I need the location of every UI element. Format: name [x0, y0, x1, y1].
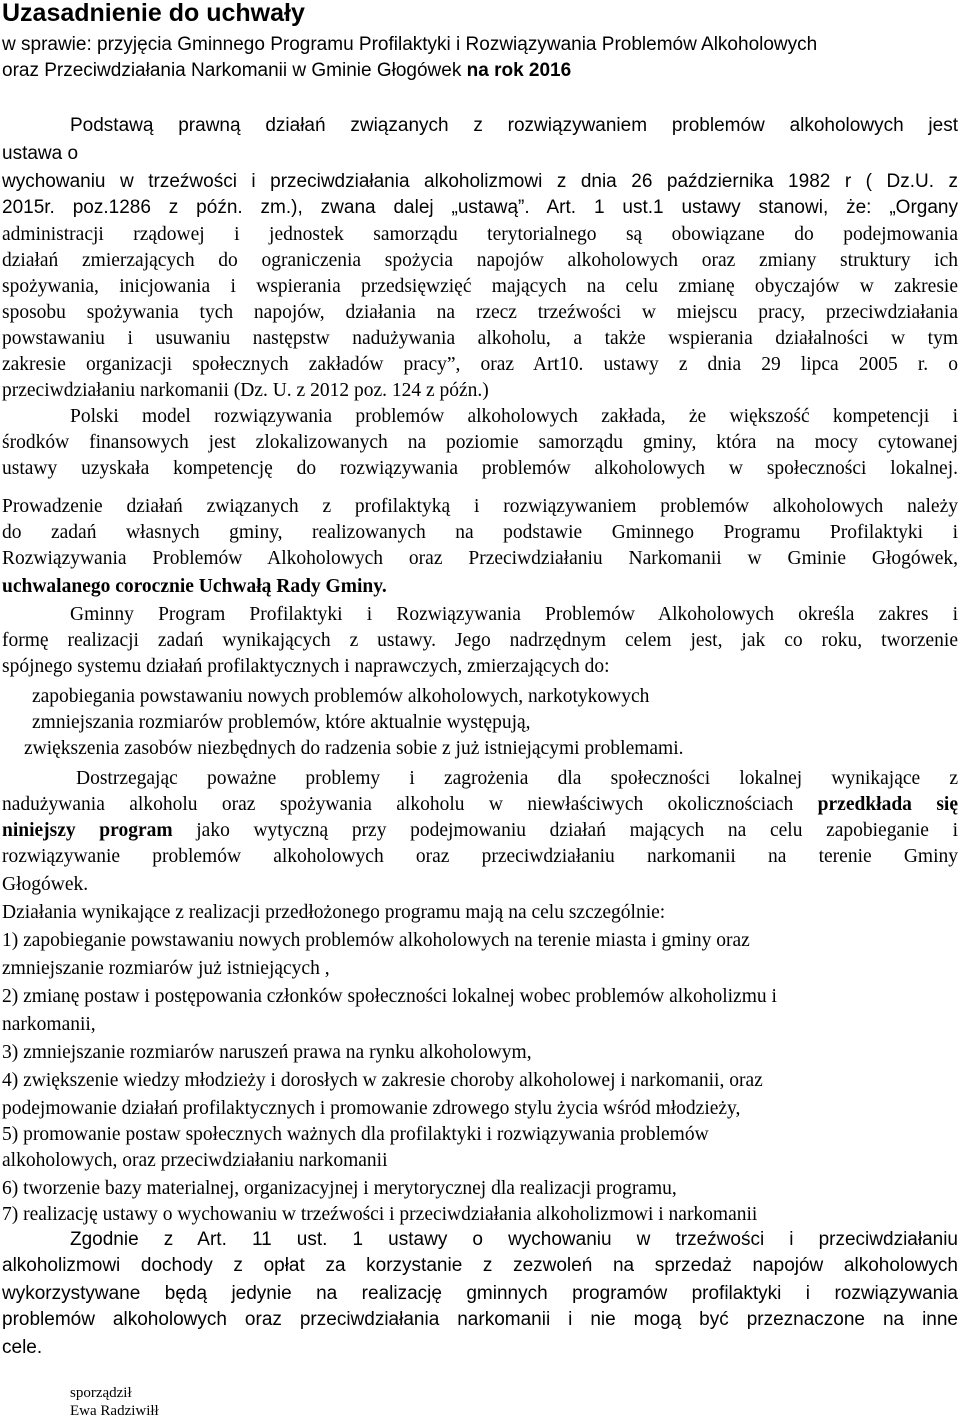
text-line: przeciwdziałaniu narkomanii (Dz. U. z 2012 poz. 124 z późn.) — [2, 380, 489, 401]
text-line: administracji rządowej i jednostek samorządu terytorialnego są obowiązane do podejmowania — [2, 224, 958, 245]
list-item: alkoholowych, oraz przeciwdziałaniu narkomanii — [2, 1150, 388, 1171]
text-line: rozwiązywanie problemów alkoholowych oraz przeciwdziałaniu narkomanii na terenie Gminy — [2, 846, 958, 867]
text-line: formę realizacji zadań wynikających z ustawy. Jego nadrzędnym celem jest, jak co roku, tworzenie — [2, 630, 958, 651]
text-line: alkoholizmowi dochody z opłat za korzystanie z zezwoleń na sprzedaż napojów alkoholowych — [2, 1255, 958, 1276]
list-item: 3) zmniejszanie rozmiarów naruszeń prawa na rynku alkoholowym, — [2, 1042, 532, 1063]
signature-label: sporządził — [70, 1385, 132, 1401]
text-line: Zgodnie z Art. 11 ust. 1 ustawy o wychowaniu w trzeźwości i przeciwdziałaniu — [70, 1229, 958, 1250]
list-item: zmniejszanie rozmiarów już istniejących , — [2, 958, 330, 979]
text-line: niniejszy program jako wytyczną przy podejmowaniu działań mających na celu zapobieganie i — [2, 820, 958, 841]
text-line: sposobu spożywania tych napojów, działania na rzecz trzeźwości w miejscu pracy, przeciwdziałania — [2, 302, 958, 323]
subtitle-line-1: w sprawie: przyjęcia Gminnego Programu Profilaktyki i Rozwiązywania Problemów Alkoholowych — [2, 34, 818, 55]
document-title: Uzasadnienie do uchwały — [2, 0, 305, 27]
goal-item: zmniejszania rozmiarów problemów, które aktualnie występują, — [32, 712, 531, 733]
text-line: spożywania, inicjowania i wspierania przedsięwzięć mających na celu zmianę obyczajów w zakresie — [2, 276, 958, 297]
text-line: Prowadzenie działań związanych z profilaktyką i rozwiązywaniem problemów alkoholowych należy — [2, 496, 958, 517]
text-line: wychowaniu w trzeźwości i przeciwdziałania alkoholizmowi z dnia 26 października 1982 r ( Dz.U. z — [2, 171, 958, 192]
list-item: 7) realizację ustawy o wychowaniu w trzeźwości i przeciwdziałania alkoholizmowi i narkomanii — [2, 1204, 758, 1225]
list-intro: Działania wynikające z realizacji przedłożonego programu mają na celu szczególnie: — [2, 902, 666, 923]
text-line: wykorzystywane będą jedynie na realizację gminnych programów profilaktyki i rozwiązywania — [2, 1283, 958, 1304]
text-line: środków finansowych jest zlokalizowanych na poziomie samorządu gminy, która na mocy cytowanej — [2, 432, 958, 453]
text-line-bold: uchwalanego corocznie Uchwałą Rady Gminy. — [2, 576, 387, 597]
text-line: cele. — [2, 1337, 43, 1358]
list-item: narkomanii, — [2, 1014, 96, 1035]
subtitle-line-2: oraz Przeciwdziałania Narkomanii w Gminie Głogówek na rok 2016 — [2, 60, 572, 81]
text-line: do zadań własnych gminy, realizowanych na podstawie Gminnego Programu Profilaktyki i — [2, 522, 958, 543]
goal-item: zwiększenia zasobów niezbędnych do radzenia sobie z już istniejącymi problemami. — [24, 738, 684, 759]
text-line: zakresie organizacji społecznych zakładów pracy”, oraz Art10. ustawy z dnia 29 lipca 2005 r. o — [2, 354, 958, 375]
text-line: ustawy uzyskała kompetencję do rozwiązywania problemów alkoholowych w społeczności lokalnej. — [2, 458, 958, 479]
text-line: Podstawą prawną działań związanych z rozwiązywaniem problemów alkoholowych jest — [70, 115, 958, 136]
text-line: ustawa o — [2, 143, 79, 164]
list-item: 4) zwiększenie wiedzy młodzieży i dorosłych w zakresie choroby alkoholowej i narkomanii, oraz — [2, 1070, 763, 1091]
text-line: Głogówek. — [2, 874, 89, 895]
list-item: podejmowanie działań profilaktycznych i promowanie zdrowego stylu życia wśród młodzieży, — [2, 1098, 741, 1119]
list-item: 1) zapobieganie powstawaniu nowych problemów alkoholowych na terenie miasta i gminy oraz — [2, 930, 750, 951]
subtitle-year: na rok 2016 — [466, 60, 572, 81]
text-line: Polski model rozwiązywania problemów alkoholowych zakłada, że większość kompetencji i — [70, 406, 958, 427]
text-line: Dostrzegając poważne problemy i zagrożenia dla społeczności lokalnej wynikające z — [76, 768, 958, 789]
goal-item: zapobiegania powstawaniu nowych problemów alkoholowych, narkotykowych — [32, 686, 650, 707]
text-line: działań zmierzających do ograniczenia spożycia napojów alkoholowych oraz zmiany struktury ich — [2, 250, 958, 271]
list-item: 6) tworzenie bazy materialnej, organizacyjnej i merytorycznej dla realizacji programu, — [2, 1178, 677, 1199]
list-item: 2) zmianę postaw i postępowania członków społeczności lokalnej wobec problemów alkoholizmu i — [2, 986, 777, 1007]
text-line: 2015r. poz.1286 z późn. zm.), zwana dalej „ustawą”. Art. 1 ust.1 ustawy stanowi, że: „Organy — [2, 197, 958, 218]
text-line: nadużywania alkoholu oraz spożywania alkoholu w niewłaściwych okolicznościach przedkłada się — [2, 794, 958, 815]
text-line: powstawaniu i usuwaniu następstw nadużywania alkoholu, a także wspierania działalności w tym — [2, 328, 958, 349]
text-line: problemów alkoholowych oraz przeciwdziałania narkomanii i nie mogą być przeznaczone na inne — [2, 1309, 958, 1330]
signature-name: Ewa Radziwiłł — [70, 1403, 159, 1419]
text-line: Gminny Program Profilaktyki i Rozwiązywania Problemów Alkoholowych określa zakres i — [70, 604, 958, 625]
text-line: spójnego systemu działań profilaktycznych i naprawczych, zmierzających do: — [2, 656, 610, 677]
list-item: 5) promowanie postaw społecznych ważnych dla profilaktyki i rozwiązywania problemów — [2, 1124, 709, 1145]
text-line: Rozwiązywania Problemów Alkoholowych oraz Przeciwdziałaniu Narkomanii w Gminie Głogówek, — [2, 548, 958, 569]
